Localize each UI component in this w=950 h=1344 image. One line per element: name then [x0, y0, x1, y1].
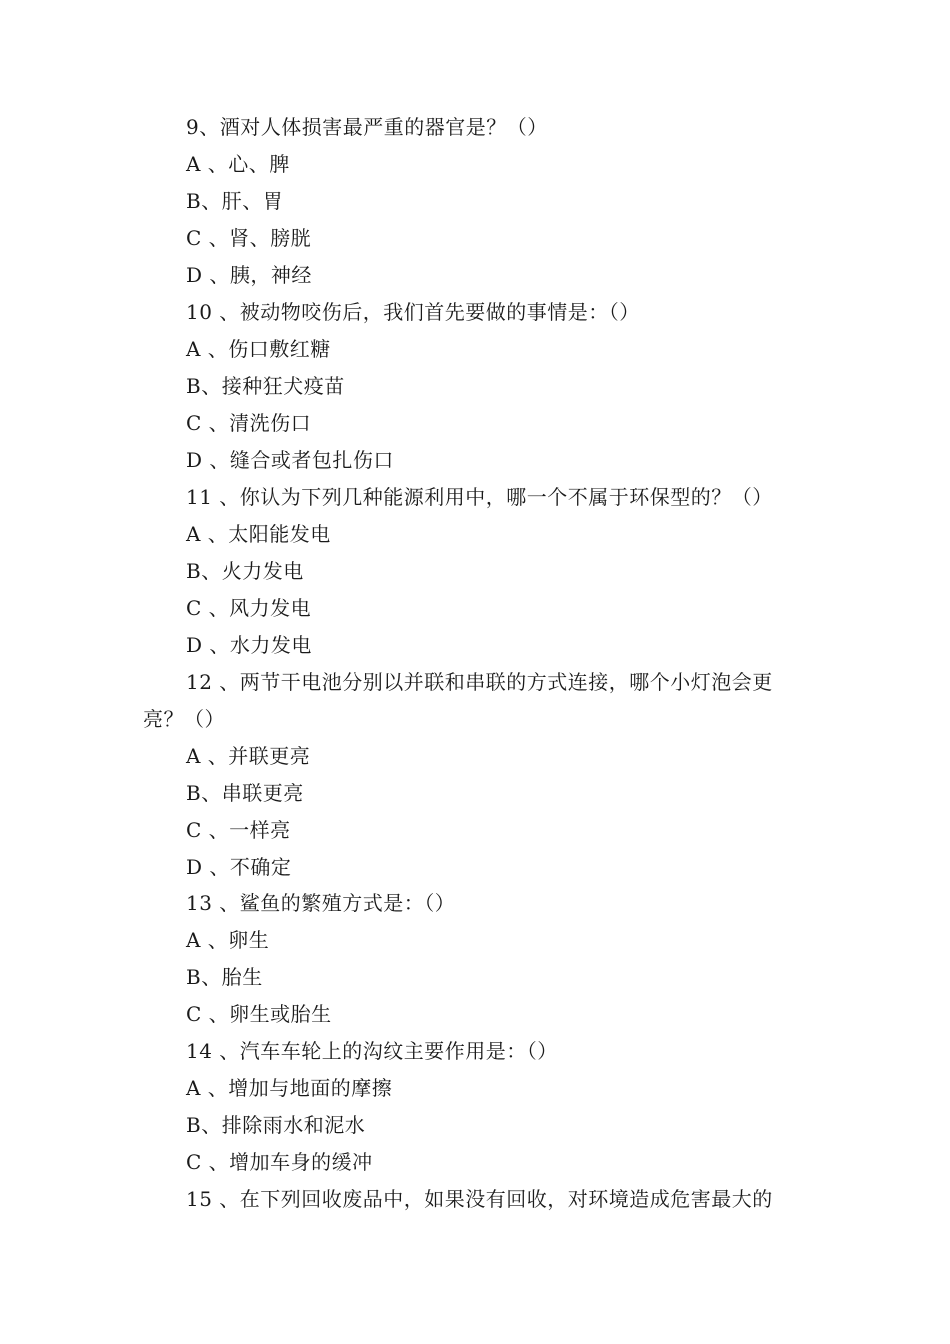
question-12-continued: 亮？（）	[143, 707, 225, 731]
option-13a: A 、卵生	[186, 928, 270, 952]
option-11d: D 、水力发电	[186, 633, 312, 657]
question-13: 13 、鲨鱼的繁殖方式是：（）	[186, 891, 456, 915]
option-12a: A 、并联更亮	[186, 744, 311, 768]
question-12: 12 、两节干电池分别以并联和串联的方式连接，哪个小灯泡会更	[186, 670, 773, 694]
option-12c: C 、一样亮	[186, 818, 291, 842]
option-13c: C 、卵生或胎生	[186, 1002, 332, 1026]
option-13b: B、胎生	[186, 965, 263, 989]
option-11b: B、火力发电	[186, 559, 304, 583]
question-9: 9、酒对人体损害最严重的器官是？（）	[186, 115, 548, 139]
option-9d: D 、胰，神经	[186, 263, 312, 287]
option-10a: A 、伤口敷红糖	[186, 337, 331, 361]
option-10b: B、接种狂犬疫苗	[186, 374, 345, 398]
option-12d: D 、不确定	[186, 855, 292, 879]
option-9a: A 、心、脾	[186, 152, 290, 176]
option-10d: D 、缝合或者包扎伤口	[186, 448, 394, 472]
option-11a: A 、太阳能发电	[186, 522, 331, 546]
question-11: 11 、你认为下列几种能源利用中，哪一个不属于环保型的？（）	[186, 485, 773, 509]
option-12b: B、串联更亮	[186, 781, 304, 805]
option-11c: C 、风力发电	[186, 596, 312, 620]
option-14a: A 、增加与地面的摩擦	[186, 1076, 393, 1100]
option-14c: C 、增加车身的缓冲	[186, 1150, 373, 1174]
question-10: 10 、被动物咬伤后，我们首先要做的事情是：（）	[186, 300, 640, 324]
option-9b: B、肝、胃	[186, 189, 284, 213]
option-9c: C 、肾、膀胱	[186, 226, 312, 250]
question-15: 15 、在下列回收废品中，如果没有回收，对环境造成危害最大的	[186, 1187, 773, 1211]
question-14: 14 、汽车车轮上的沟纹主要作用是：（）	[186, 1039, 558, 1063]
option-14b: B、排除雨水和泥水	[186, 1113, 366, 1137]
option-10c: C 、清洗伤口	[186, 411, 312, 435]
